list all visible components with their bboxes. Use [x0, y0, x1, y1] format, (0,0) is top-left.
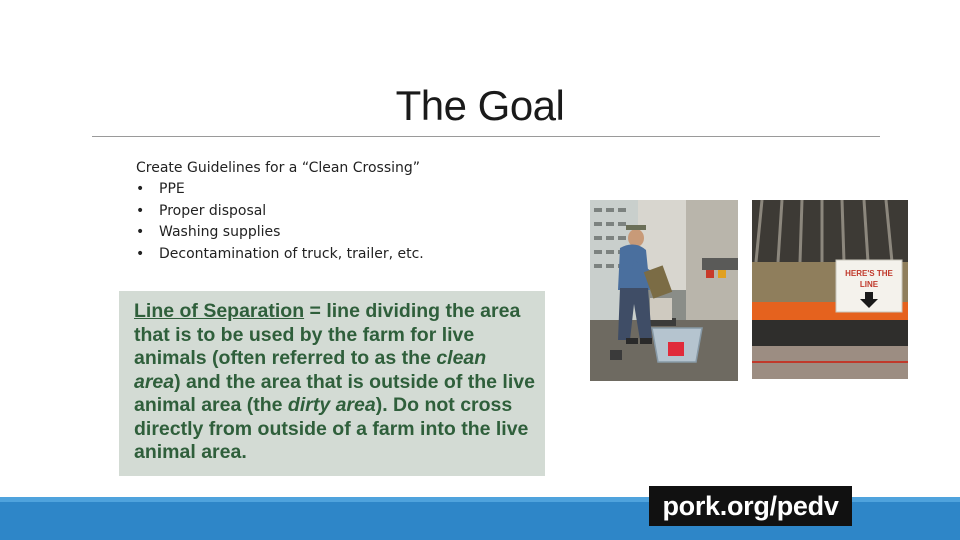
- definition-text-2: ) and the area that is outside of the live animal area (the: [134, 370, 535, 416]
- slide-title: The Goal: [395, 82, 565, 129]
- definition-text-3: ). Do not cross directly from outside of a farm into the live animal area.: [134, 394, 529, 463]
- definition-text-1: = line dividing the area that is to be used by the farm for live animals (often referred to as the: [134, 300, 521, 369]
- title-divider: [92, 136, 880, 137]
- definition-term: Line of Separation: [134, 300, 305, 322]
- sign-text-line-2: LINE: [859, 280, 879, 289]
- pork-pedv-logo: [649, 486, 852, 526]
- goal-bullet-list: [136, 179, 424, 265]
- logo-text: pork.org/pedv: [662, 490, 839, 521]
- line-of-separation-definition: [119, 291, 545, 476]
- line-sign-photo: [752, 200, 908, 379]
- dirty-area-term: dirty area: [287, 394, 376, 416]
- list-item: [136, 222, 424, 244]
- bullet-text: Proper disposal: [159, 202, 267, 219]
- bullet-marker: •: [136, 181, 145, 197]
- bullet-marker: •: [136, 224, 145, 240]
- list-item: [136, 179, 424, 201]
- worker-cleaning-photo: [590, 200, 738, 381]
- clean-area-term: clean area: [134, 347, 487, 393]
- sign-text-line-1: HERE'S THE: [845, 269, 893, 278]
- bullet-text: PPE: [159, 181, 185, 197]
- intro-text: Create Guidelines for a “Clean Crossing”: [136, 160, 421, 176]
- bullet-text: Washing supplies: [159, 224, 281, 240]
- list-item: [136, 244, 424, 266]
- bullet-marker: •: [136, 245, 145, 262]
- bullet-text: Decontamination of truck, trailer, etc.: [159, 245, 424, 262]
- list-item: [136, 201, 424, 223]
- bullet-marker: •: [136, 202, 145, 219]
